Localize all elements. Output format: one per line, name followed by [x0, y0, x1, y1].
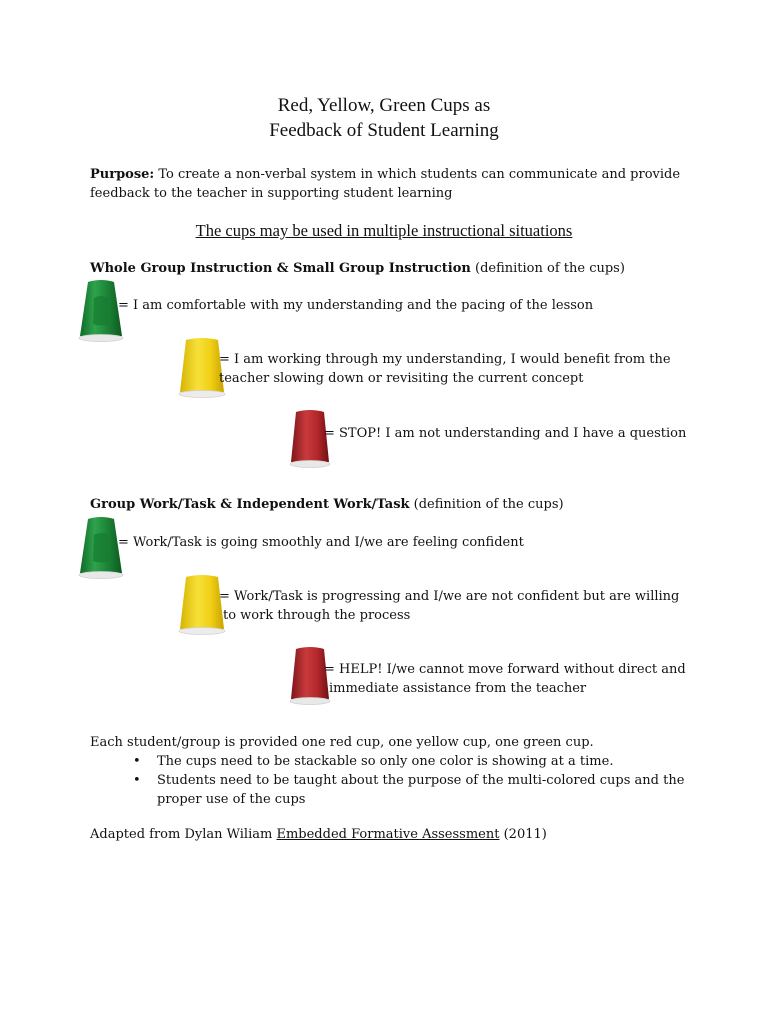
- attribution-prefix: Adapted from Dylan Wiliam: [90, 827, 277, 842]
- provision-paragraph: [90, 733, 730, 809]
- title-line-1: Red, Yellow, Green Cups as: [277, 95, 491, 116]
- section1-heading-bold: Whole Group Instruction & Small Group Instruction: [90, 261, 471, 276]
- purpose-text: To create a non-verbal system in which students can communicate and provide: [158, 167, 681, 182]
- bullet-icon: •: [133, 754, 141, 769]
- section2-red-text: [324, 660, 686, 698]
- section2-yellow-line-2: to work through the process: [223, 608, 411, 623]
- section2-yellow-line-1: = Work/Task is progressing and I/we are not confident but are willing: [219, 589, 680, 604]
- list-item: • Students need to be taught about the purpose of the multi-colored cups and the proper use of the cups: [133, 773, 685, 807]
- attribution-year: (2011): [499, 827, 547, 842]
- document-title: [0, 93, 768, 143]
- section1-yellow-line-1: = I am working through my understanding, I would benefit from the: [219, 352, 671, 367]
- provision-text: Each student/group is provided one red cup, one yellow cup, one green cup.: [90, 735, 594, 750]
- purpose-paragraph: [90, 165, 730, 203]
- section1-yellow-text: [219, 350, 671, 388]
- section2-yellow-text: [219, 587, 679, 625]
- section2-heading-bold: Group Work/Task & Independent Work/Task: [90, 497, 410, 512]
- section2-red-line-1: = HELP! I/we cannot move forward without direct and: [324, 662, 686, 677]
- provision-bullet-list: [133, 752, 730, 809]
- section1-green-text: = I am comfortable with my understanding and the pacing of the lesson: [118, 298, 594, 313]
- attribution-book-title: Embedded Formative Assessment: [276, 827, 500, 842]
- section2-red-line-2: immediate assistance from the teacher: [329, 681, 587, 696]
- section2-green-text: = Work/Task is going smoothly and I/we are feeling confident: [118, 535, 524, 550]
- title-line-2: Feedback of Student Learning: [269, 120, 499, 141]
- attribution: [90, 825, 730, 844]
- section1-heading: [90, 259, 730, 278]
- purpose-text-line-2: feedback to the teacher in supporting student learning: [90, 186, 453, 201]
- section2-heading-rest: (definition of the cups): [409, 497, 564, 512]
- bullet-icon: •: [133, 773, 141, 788]
- cups-usage-subheading: The cups may be used in multiple instructional situations: [195, 221, 573, 240]
- section1-red-text: = STOP! I am not understanding and I have a question: [324, 426, 687, 441]
- list-item: • The cups need to be stackable so only one color is showing at a time.: [133, 754, 614, 769]
- section2-heading: [90, 495, 730, 514]
- section1-yellow-line-2: teacher slowing down or revisiting the current concept: [219, 371, 584, 386]
- purpose-label: Purpose:: [90, 167, 155, 182]
- section1-heading-rest: (definition of the cups): [470, 261, 625, 276]
